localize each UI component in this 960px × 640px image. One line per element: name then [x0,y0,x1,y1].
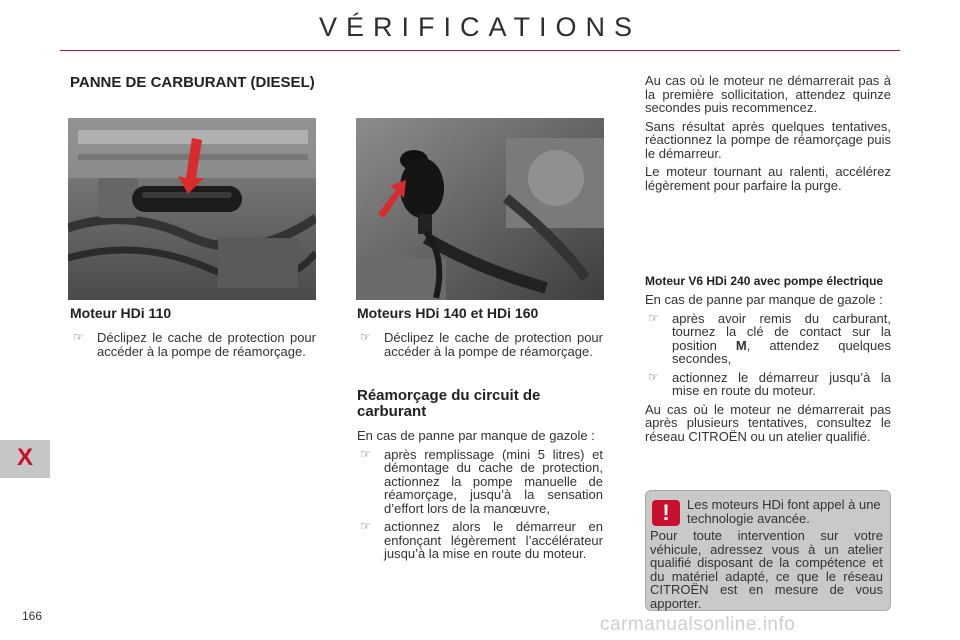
col1-bullets [70,331,316,363]
paragraph: Sans résultat après quelques tentatives, réactionnez la pompe de réamorçage puis le démarreur. [645,118,891,161]
pointing-hand-icon: ☞ [73,330,84,344]
intro-text: En cas de panne par manque de gazole : [357,428,595,443]
list-item: ☞ actionnez alors le démarreur en enfonçant légèrement l’accélérateur jusqu’à la mise en route du moteur. [360,519,603,561]
paragraph: Au cas où le moteur ne démarrerait pas après plusieurs tentatives, consultez le réseau CITROËN ou un atelier qualifié. [645,401,891,444]
heading-hdi-140-160: Moteurs HDi 140 et HDi 160 [357,305,539,321]
heading-reamorcage: Réamorçage du circuit de carburant [357,387,541,420]
pointing-hand-icon: ☞ [360,446,371,461]
col2-steps [357,429,603,566]
header-divider [60,50,900,51]
pointing-hand-icon: ☞ [648,369,659,384]
paragraph: Au cas où le moteur ne démarrerait pas à la première sollicitation, attendez quinze secondes puis recommencez. [645,73,891,115]
heading-hdi-110: Moteur HDi 110 [70,305,172,321]
list-item: ☞ Déclipez le cache de protection pour accéder à la pompe de réamorçage. [360,330,603,359]
list-item: ☞ après avoir remis du carburant, tournez la clé de contact sur la position M, attendez quelques secondes, [648,310,891,366]
col3-paragraphs [645,74,891,197]
key-position: M [735,337,747,353]
engine-photo-hdi-110 [68,118,316,300]
page-number: 166 [22,609,43,623]
intro-text: En cas de panne par manque de gazole : [645,292,883,307]
pointing-hand-icon: ☞ [360,519,371,533]
pointing-hand-icon: ☞ [648,310,659,325]
section-title: PANNE DE CARBURANT (DIESEL) [70,74,315,91]
warning-box [645,490,891,611]
watermark: carmanualsonline.info [600,614,796,635]
col3-v6-section [645,275,891,448]
warning-heading: Les moteurs HDi font appel à une technologie avancée. [687,497,881,526]
col2-bullets [357,331,603,363]
exclamation-icon: ! [652,500,680,526]
page-title: VÉRIFICATIONS [318,12,642,42]
list-item: ☞ Déclipez le cache de protection pour accéder à la pompe de réamorçage. [73,330,316,359]
pointing-hand-icon: ☞ [360,330,371,344]
list-item: ☞ actionnez le démarreur jusqu’à la mise en route du moteur. [648,369,891,398]
chapter-tab [0,440,50,478]
paragraph: Le moteur tournant au ralenti, accélérez légèrement pour parfaire la purge. [645,164,891,193]
warning-body: Pour toute intervention sur votre véhicule, adressez vous à un atelier qualifié disposant de la compétence et du matériel adapté, ce que le réseau CITROËN est en mesure de vous apporter. [650,528,883,611]
chapter-tab-label: X [16,444,33,471]
engine-photo-hdi-140-160 [356,118,604,300]
heading-v6: Moteur V6 HDi 240 avec pompe électrique [645,274,884,288]
list-item: ☞ après remplissage (mini 5 litres) et démontage du cache de protection, actionnez la pompe manuelle de réamorçage, jusqu’à la sensation d’effort lors de la manœuvre, [360,446,603,516]
